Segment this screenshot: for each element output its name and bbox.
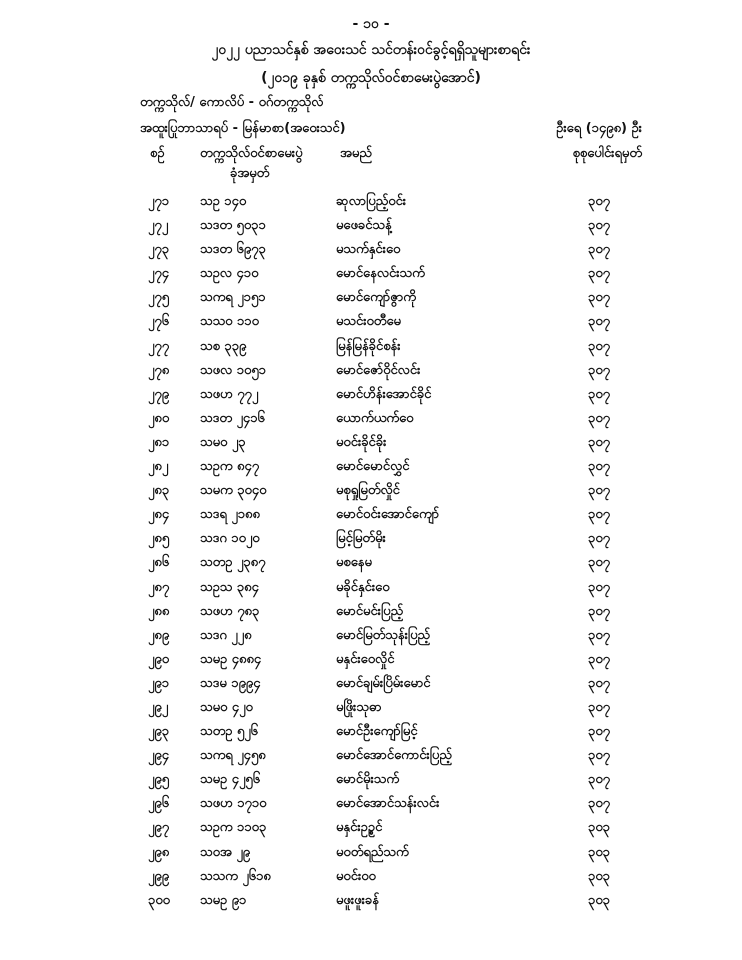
row-number: ၂၇၁ bbox=[148, 194, 170, 209]
row-name: မသက်နှင်းဝေ bbox=[336, 242, 401, 258]
row-score: ၃၀၃ bbox=[588, 892, 610, 908]
row-exam-id: သစ ၃၃၉ bbox=[200, 338, 247, 354]
row-number: ၂၉၁ bbox=[148, 675, 170, 691]
row-score: ၃၀၇ bbox=[588, 242, 610, 258]
row-score: ၃၀၇ bbox=[588, 434, 610, 450]
row-number: ၂၉၉ bbox=[148, 868, 170, 884]
row-score: ၃၀၇ bbox=[588, 603, 610, 619]
row-exam-id: သမက ၃၀၄၀ bbox=[200, 483, 267, 499]
table-row bbox=[0, 842, 742, 866]
row-number: ၂၇၇ bbox=[148, 338, 170, 354]
row-name: မဖေခင်သန့် bbox=[336, 218, 392, 234]
row-name: မောင်ဇော်ဝိုင်လင်း bbox=[336, 362, 421, 378]
table-row bbox=[0, 239, 742, 263]
row-name: မောင်မောင်လွှင် bbox=[336, 459, 410, 475]
row-exam-id: သဥက ၈၄၇ bbox=[200, 459, 260, 475]
table-row bbox=[0, 601, 742, 625]
major-label: အထူးပြုဘာသာရပ် - မြန်မာစာ(အဝေးသင်) bbox=[140, 121, 346, 136]
row-score: ၃၀၇ bbox=[588, 699, 610, 715]
row-name: မောင်ဦးကျော်မြင့် bbox=[336, 724, 418, 740]
row-score: ၃၀၇ bbox=[588, 314, 610, 330]
row-number: ၂၇၃ bbox=[148, 242, 170, 258]
row-score: ၃၀၇ bbox=[588, 266, 610, 282]
row-score: ၃၀၇ bbox=[588, 194, 610, 209]
table-row bbox=[0, 890, 742, 914]
row-exam-id: သဥသ ၃၈၄ bbox=[200, 579, 259, 595]
row-exam-id: သဒတ ၆၉၇၃ bbox=[200, 242, 266, 258]
row-exam-id: သမဥ ၉၁ bbox=[200, 892, 247, 908]
row-exam-id: သဒတ ၂၄၁၆ bbox=[200, 410, 265, 426]
row-number: ၂၉၄ bbox=[148, 748, 170, 764]
row-number: ၂၈၁ bbox=[148, 434, 170, 450]
row-score: ၃၀၇ bbox=[588, 651, 610, 667]
row-exam-id: သဖဟ ၇၇၂ bbox=[200, 386, 259, 402]
table-row bbox=[0, 504, 742, 528]
row-name: မဝင်းဝ၀ bbox=[336, 868, 376, 884]
column-header-number: စဉ် bbox=[150, 146, 165, 161]
row-name: မနှင်းဥဉ္စင် bbox=[336, 820, 383, 836]
row-name: မဖြိုးသုဓာ bbox=[336, 699, 382, 715]
table-row bbox=[0, 408, 742, 432]
table-row bbox=[0, 577, 742, 601]
row-name: မနှင်းဝေလှိုင် bbox=[336, 651, 395, 667]
row-score: ၃၀၇ bbox=[588, 531, 610, 547]
total-count-label: ဦးရေ (၁၄၉၈) ဦး bbox=[556, 121, 642, 136]
table-row bbox=[0, 311, 742, 335]
row-exam-id: သဖလ ၁၀၅၁ bbox=[200, 362, 266, 378]
row-number: ၂၈၇ bbox=[148, 579, 170, 595]
row-number: ၂၇၆ bbox=[148, 314, 170, 330]
row-number: ၂၉၀ bbox=[148, 651, 170, 667]
row-number: ၂၉၈ bbox=[148, 844, 170, 860]
row-exam-id: သဒတ ၅၀၃၁ bbox=[200, 218, 266, 234]
row-name: မခိုင်နှင်းဝေ bbox=[336, 579, 390, 595]
table-row bbox=[0, 384, 742, 408]
row-name: မောင်ဝင်းအောင်ကျော် bbox=[336, 507, 440, 523]
document-title: ၂၀၂၂ ပညာသင်နှစ် အဝေးသင် သင်တန်းဝင်ခွင့်ရရှိသူများစာရင်း bbox=[211, 42, 531, 58]
row-exam-id: သဥက ၁၁၀၃ bbox=[200, 820, 267, 836]
row-score: ၃၀၇ bbox=[588, 386, 610, 402]
row-exam-id: သဒဂ ၂၂၈ bbox=[200, 627, 252, 643]
row-exam-id: သဒဂ ၁၀၂၀ bbox=[200, 531, 260, 547]
row-score: ၃၀၇ bbox=[588, 483, 610, 499]
row-name: မောင်မြတ်သုန်းပြည့် bbox=[336, 627, 431, 643]
document-subtitle: (၂၀၁၉ ခုနှစ် တက္ကသိုလ်ဝင်စာမေးပွဲအောင်) bbox=[261, 70, 481, 86]
row-score: ၃၀၇ bbox=[588, 796, 610, 812]
row-name: ဆုလာပြည့်ဝင်း bbox=[336, 194, 407, 209]
row-exam-id: သမဥ ၄၂၅၆ bbox=[200, 772, 261, 788]
row-number: ၂၈၈ bbox=[148, 603, 170, 619]
column-header-total-score: စုစုပေါင်းရမှတ် bbox=[572, 146, 642, 161]
table-row bbox=[0, 769, 742, 793]
row-score: ၃၀၇ bbox=[588, 772, 610, 788]
row-name: မောင်အောင်ကောင်းပြည့် bbox=[336, 748, 452, 764]
table-row bbox=[0, 745, 742, 769]
row-name: မောင်ချမ်းပြိမ်းမောင် bbox=[336, 675, 431, 691]
row-number: ၂၇၄ bbox=[148, 266, 170, 282]
row-exam-id: သဖဟ ၁၇၁၀ bbox=[200, 796, 267, 812]
row-name: မဝင်းခိုင်ခိုး bbox=[336, 434, 387, 450]
column-header-exam-id: တက္ကသိုလ်ဝင်စာမေးပွဲ bbox=[200, 146, 303, 161]
table-row bbox=[0, 191, 742, 215]
row-exam-id: သကရ ၂၄၅၈ bbox=[200, 748, 266, 764]
row-score: ၃၀၇ bbox=[588, 724, 610, 740]
row-name: မောင်ကျော်ဇွာကို bbox=[336, 290, 417, 306]
row-number: ၂၈၆ bbox=[148, 555, 170, 571]
row-number: ၂၇၈ bbox=[148, 362, 170, 378]
row-name: မသင်းဝတီမေ bbox=[336, 314, 401, 330]
row-name: မောင်အောင်သန်းလင်း bbox=[336, 796, 440, 812]
row-exam-id: သဒမ ၁၉၉၄ bbox=[200, 675, 261, 691]
row-name: မစနေမ bbox=[336, 555, 372, 571]
row-number: ၂၈၉ bbox=[148, 627, 170, 643]
row-exam-id: သတဥ ၅၂၆ bbox=[200, 724, 258, 740]
row-number: ၂၈၄ bbox=[148, 507, 170, 523]
table-row bbox=[0, 336, 742, 360]
row-number: ၂၉၃ bbox=[148, 724, 170, 740]
row-exam-id: သမဝ ၄၂၀ bbox=[200, 699, 253, 715]
column-header-name: အမည် bbox=[340, 146, 372, 161]
row-name: ယောက်ယက်ဝေ bbox=[336, 410, 414, 426]
row-number: ၂၈၃ bbox=[148, 483, 170, 499]
row-score: ၃၀၇ bbox=[588, 218, 610, 234]
row-name: မဖူးဖူးခန် bbox=[336, 892, 379, 908]
row-exam-id: သတဥ ၂၃၈၇ bbox=[200, 555, 266, 571]
table-row bbox=[0, 673, 742, 697]
row-number: ၂၇၉ bbox=[148, 386, 170, 402]
row-name: မြန်မြန်ခိုင်စန်း bbox=[336, 338, 401, 354]
row-score: ၃၀၃ bbox=[588, 844, 610, 860]
row-number: ၂၈၂ bbox=[148, 459, 169, 475]
row-exam-id: သသက ၂၆၁၈ bbox=[200, 868, 271, 884]
row-exam-id: သဝအ ၂၉ bbox=[200, 844, 251, 860]
row-name: မောင်မိုးသက် bbox=[336, 772, 400, 788]
row-exam-id: သမဝ ၂၃ bbox=[200, 434, 246, 450]
row-name: မောင်မင်းပြည့် bbox=[336, 603, 404, 619]
row-number: ၂၇၅ bbox=[148, 290, 170, 306]
row-score: ၃၀၇ bbox=[588, 459, 610, 475]
row-exam-id: သဥလ ၄၁၀ bbox=[200, 266, 259, 282]
row-score: ၃၀၇ bbox=[588, 290, 610, 306]
row-score: ၃၀၇ bbox=[588, 555, 610, 571]
table-row bbox=[0, 817, 742, 841]
table-row bbox=[0, 625, 742, 649]
row-name: မစုရှုမြတ်လှိုင် bbox=[336, 483, 400, 499]
row-score: ၃၀၇ bbox=[588, 507, 610, 523]
row-number: ၂၈၀ bbox=[148, 410, 170, 426]
table-row bbox=[0, 287, 742, 311]
row-number: ၃၀၀ bbox=[148, 892, 170, 908]
table-row bbox=[0, 793, 742, 817]
row-number: ၂၈၅ bbox=[148, 531, 170, 547]
table-row bbox=[0, 480, 742, 504]
table-row bbox=[0, 721, 742, 745]
page-number: - ၁၀ - bbox=[352, 16, 390, 32]
row-exam-id: သဒရ ၂၁၈၈ bbox=[200, 507, 260, 523]
row-name: မဝတ်ရည်သက် bbox=[336, 844, 409, 860]
row-score: ၃၀၃ bbox=[588, 868, 610, 884]
row-exam-id: သသဝ ၁၁၀ bbox=[200, 314, 259, 330]
row-number: ၂၉၇ bbox=[148, 820, 170, 836]
row-number: ၂၉၅ bbox=[148, 772, 170, 788]
table-row bbox=[0, 649, 742, 673]
row-score: ၃၀၇ bbox=[588, 362, 610, 378]
row-score: ၃၀၃ bbox=[588, 820, 610, 836]
row-number: ၂၉၆ bbox=[148, 796, 170, 812]
table-row bbox=[0, 456, 742, 480]
row-exam-id: သကရ ၂၁၅၁ bbox=[200, 290, 266, 306]
row-score: ၃၀၇ bbox=[588, 579, 610, 595]
table-row bbox=[0, 432, 742, 456]
row-score: ၃၀၇ bbox=[588, 410, 610, 426]
column-header-exam-id-line2: ခုံအမှတ် bbox=[230, 166, 270, 181]
table-row bbox=[0, 263, 742, 287]
table-row bbox=[0, 528, 742, 552]
row-name: မြင့်မြတ်မိုး bbox=[336, 531, 386, 547]
row-exam-id: သမဥ ၄၈၈၄ bbox=[200, 651, 262, 667]
table-row bbox=[0, 552, 742, 576]
row-score: ၃၀၇ bbox=[588, 338, 610, 354]
row-exam-id: သဥ ၁၄၀ bbox=[200, 194, 247, 209]
row-exam-id: သဖဟ ၇၈၃ bbox=[200, 603, 260, 619]
row-number: ၂၇၂ bbox=[148, 218, 169, 234]
row-name: မောင်နေလင်းသက် bbox=[336, 266, 425, 282]
university-label: တက္ကသိုလ်/ ကောလိပ် - ဝဂ်တက္ကသိုလ် bbox=[140, 95, 324, 110]
row-number: ၂၉၂ bbox=[148, 699, 169, 715]
table-row bbox=[0, 697, 742, 721]
row-score: ၃၀၇ bbox=[588, 675, 610, 691]
results-table bbox=[0, 191, 742, 914]
table-row bbox=[0, 360, 742, 384]
row-name: မောင်ဟိန်းအောင်ခိုင် bbox=[336, 386, 432, 402]
row-score: ၃၀၇ bbox=[588, 627, 610, 643]
table-row bbox=[0, 215, 742, 239]
table-row bbox=[0, 866, 742, 890]
row-score: ၃၀၇ bbox=[588, 748, 610, 764]
